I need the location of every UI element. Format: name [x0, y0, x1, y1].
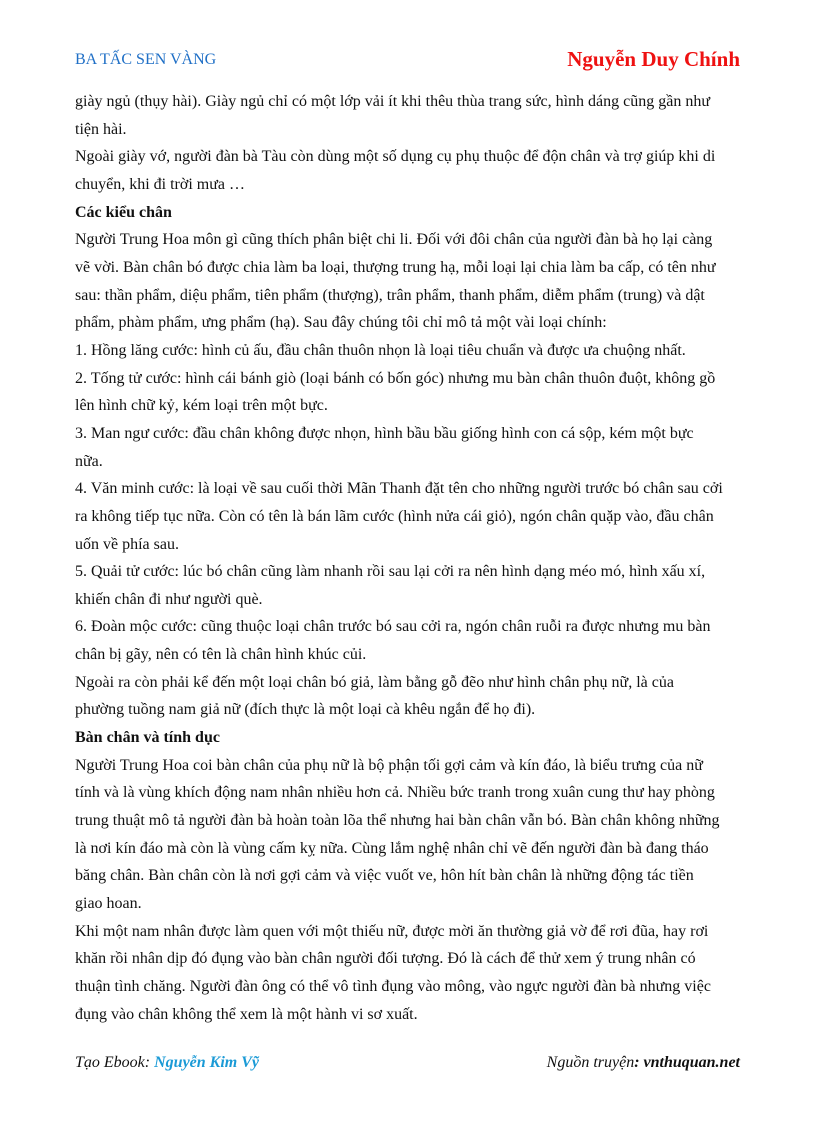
source-site[interactable]: vnthuquan.net	[643, 1054, 740, 1071]
text-line: ra không tiếp tục nữa. Còn có tên là bán lãm cước (hình nửa cái giỏ), ngón chân quặp vào, đầu chân	[75, 507, 714, 525]
footer-source	[547, 1054, 740, 1072]
text-line: 3. Man ngư cước: đầu chân không được nhọn, hình bầu bầu giống hình con cá sộp, kém một bực	[75, 424, 694, 442]
text-line: tiện hài.	[75, 120, 127, 138]
text-line: 5. Quải tử cước: lúc bó chân cũng làm nhanh rồi sau lại cởi ra nên hình dạng méo mó, hình xấu xí,	[75, 563, 706, 581]
text-line: 6. Đoàn mộc cước: cũng thuộc loại chân trước bó sau cởi ra, ngón chân ruỗi ra được nhưng mu bàn	[75, 618, 711, 636]
text-line: lên hình chữ kỷ, kém loại trên một bực.	[75, 397, 328, 415]
text-line: Người Trung Hoa môn gì cũng thích phân biệt chi li. Đối với đôi chân của người đàn bà họ lại càng	[75, 231, 713, 249]
text-line: giao hoan.	[75, 895, 142, 913]
text-line: khiến chân đi như người què.	[75, 590, 263, 608]
text-line: 2. Tống tử cước: hình cái bánh giò (loại bánh có bốn góc) nhưng mu bàn chân thuôn đuột, không gồ	[75, 369, 716, 387]
text-line: uốn về phía sau.	[75, 535, 179, 553]
ebook-separator: :	[144, 1054, 155, 1071]
text-line: băng chân. Bàn chân còn là nơi gợi cảm và việc vuốt ve, hôn hít bàn chân là những động tác tiền	[75, 867, 694, 885]
text-line: phẩm, phàm phẩm, ưng phẩm (hạ). Sau đây chúng tôi chỉ mô tả một vài loại chính:	[75, 314, 607, 332]
text-line: 1. Hồng lăng cước: hình củ ấu, đầu chân thuôn nhọn là loại tiêu chuẩn và được ưa chuộng nhất.	[75, 341, 686, 359]
text-line: thuận tình chăng. Người đàn ông có thể vô tình đụng vào mông, vào ngực người đàn bà nhưng việc	[75, 978, 711, 995]
text-line: chuyển, khi đi trời mưa …	[75, 175, 245, 193]
text-line: Khi một nam nhân được làm quen với một thiếu nữ, được mời ăn thường giả vờ để rơi đũa, hay rơi	[75, 922, 709, 940]
text-line: nữa.	[75, 452, 103, 470]
text-line: Người Trung Hoa coi bàn chân của phụ nữ là bộ phận tối gợi cảm và kín đáo, là biểu trưng của nữ	[75, 756, 703, 774]
text-line: phường tuồng nam giả nữ (đích thực là một loại cà khêu ngắn để họ đi).	[75, 701, 536, 719]
ebook-creator: Nguyễn Kim Vỹ	[154, 1054, 259, 1071]
source-separator: :	[634, 1054, 644, 1071]
document-body	[75, 88, 745, 1028]
text-line: Ngoài ra còn phải kể đến một loại chân bó giả, làm bằng gỗ đẽo như hình chân phụ nữ, là của	[75, 673, 674, 691]
author-name: Nguyễn Duy Chính	[567, 47, 740, 71]
text-line: tính và là vùng khích động nam nhân nhiều hơn cả. Nhiều bức tranh trong xuân cung thư hay phòng	[75, 784, 715, 802]
source-label: Nguồn truyện	[546, 1054, 635, 1071]
text-line: vẽ vời. Bàn chân bó được chia làm ba loại, thượng trung hạ, mỗi loại lại chia làm ba cấp, có tên như	[75, 258, 716, 276]
text-line: chân bị gãy, nên có tên là chân hình khúc củi.	[75, 646, 367, 664]
text-line: khăn rồi nhân dịp đó đụng vào bàn chân người đối tượng. Đó là cách để thử xem ý trung nhân có	[75, 950, 696, 968]
text-line: đụng vào chân không thể xem là một hành vi sơ xuất.	[75, 1005, 418, 1023]
section-heading: Các kiểu chân	[75, 203, 172, 221]
section-heading: Bàn chân và tính dục	[75, 729, 220, 747]
text-line: trung thuật mô tả người đàn bà hoàn toàn lõa thể nhưng hai bàn chân vẫn bó. Bàn chân không những	[75, 812, 720, 830]
text-line: 4. Văn minh cước: là loại về sau cuối thời Mãn Thanh đặt tên cho những người trước bó chân sau cởi	[75, 480, 723, 498]
text-line: là nơi kín đáo mà còn là vùng cấm kỵ nữa. Cùng lắm nghệ nhân chỉ vẽ đến người đàn bà đang tháo	[75, 839, 709, 857]
text-line: Ngoài giày vớ, người đàn bà Tàu còn dùng một số dụng cụ phụ thuộc để độn chân và trợ giúp khi di	[75, 148, 716, 166]
text-line: sau: thần phẩm, diệu phẩm, tiên phẩm (thượng), trân phẩm, thanh phẩm, diễm phẩm (trung) và dật	[75, 286, 705, 304]
footer-ebook-credit	[75, 1054, 259, 1072]
book-title: BA TẤC SEN VÀNG	[75, 51, 217, 68]
ebook-label: Tạo Ebook	[75, 1054, 145, 1071]
text-line: giày ngủ (thụy hài). Giày ngủ chỉ có một lớp vải ít khi thêu thùa trang sức, hình dáng cũng gần như	[75, 93, 711, 110]
